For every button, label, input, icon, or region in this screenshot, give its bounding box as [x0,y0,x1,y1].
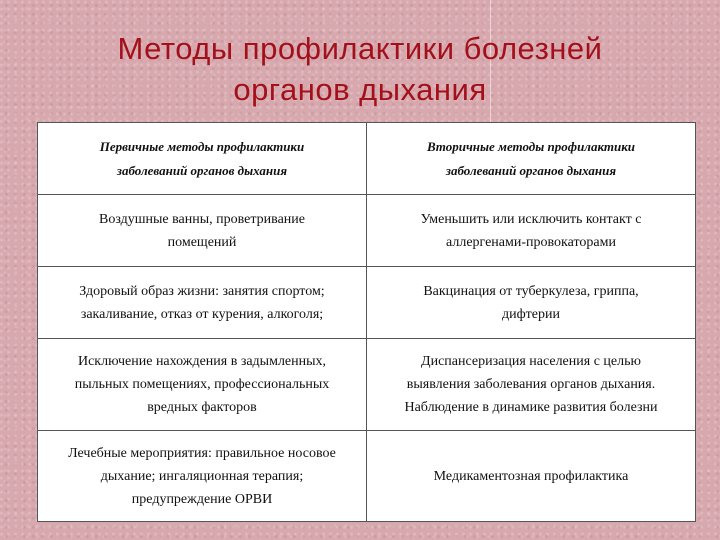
cell-line: Вакцинация от туберкулеза, гриппа, [423,283,639,299]
cell-line: Медикаментозная профилактика [433,468,629,484]
primary-method-cell [38,431,367,522]
slide-title [0,28,720,110]
cell-line: помещений [167,234,237,250]
cell-line: предупреждение ОРВИ [131,491,273,507]
secondary-method-cell [367,195,696,267]
title-line-1: Методы профилактики болезней [117,31,603,66]
header-line: Первичные методы профилактики [99,138,305,154]
cell-line: Уменьшить или исключить контакт с [420,211,642,227]
cell-line: пыльных помещениях, профессиональных [74,377,330,392]
cell-line: Наблюдение в динамике развития болезни [404,400,658,415]
secondary-method-cell [367,339,696,431]
header-secondary-methods [367,123,696,195]
cell-line: Воздушные ванны, проветривание [98,211,305,227]
table-row [38,195,696,267]
title-line-2: органов дыхания [233,72,487,107]
cell-line: выявления заболевания органов дыхания. [406,377,656,392]
cell-line: вредных факторов [147,400,257,415]
header-primary-methods [38,123,367,195]
header-line: заболеваний органов дыхания [445,162,617,178]
table-row [38,267,696,339]
primary-method-cell [38,195,367,267]
table-row [38,431,696,522]
cell-line: закаливание, отказ от курения, алкоголя; [80,306,324,322]
cell-line: Лечебные мероприятия: правильное носовое [68,445,336,461]
cell-line: дыхание; ингаляционная терапия; [100,468,304,484]
header-line: заболеваний органов дыхания [116,162,288,178]
secondary-method-cell [367,431,696,522]
cell-line: аллергенами-провокаторами [446,234,616,250]
cell-line: дифтерии [501,306,560,322]
header-line: Вторичные методы профилактики [426,138,636,154]
secondary-method-cell [367,267,696,339]
primary-method-cell [38,267,367,339]
prevention-methods-table [37,122,696,522]
primary-method-cell [38,339,367,431]
table-row [38,339,696,431]
cell-line: Диспансеризация населения с целью [421,354,641,369]
table-header-row [38,123,696,195]
cell-line: Исключение нахождения в задымленных, [77,354,327,369]
cell-line: Здоровый образ жизни: занятия спортом; [79,283,325,299]
